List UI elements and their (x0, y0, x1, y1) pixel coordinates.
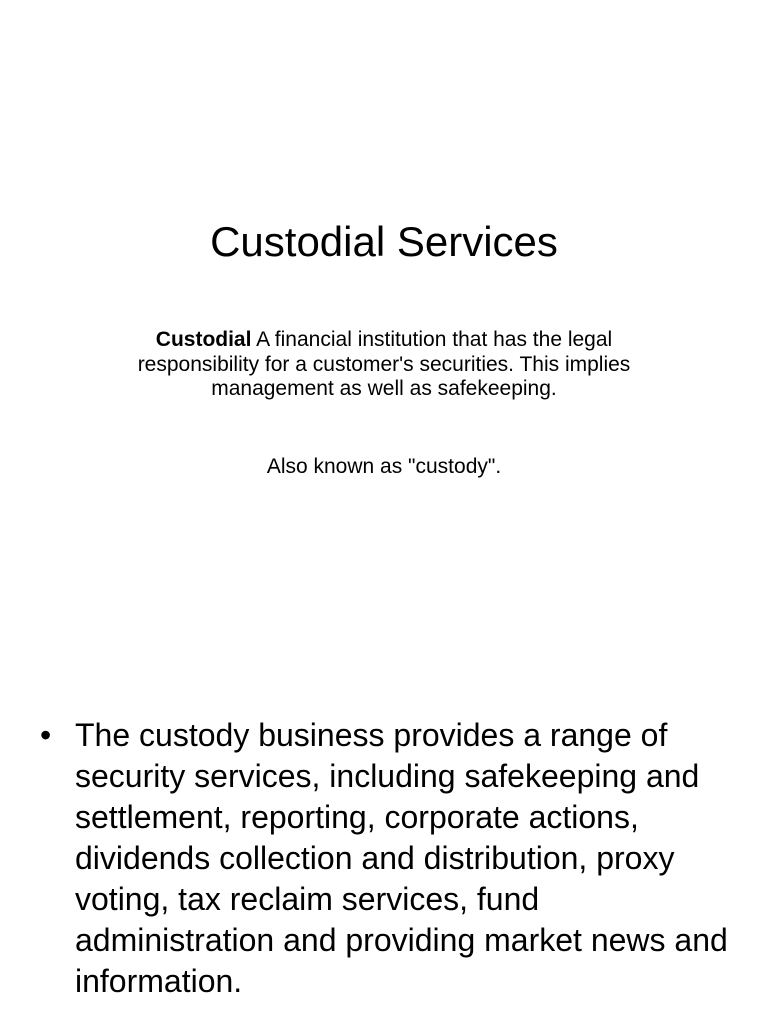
also-known-as: Also known as "custody". (266, 455, 502, 478)
definition-paragraph (104, 328, 664, 402)
definition-text: A financial institution that has the legal responsibility for a customer's securities. This implies management as well as safekeeping. (137, 328, 631, 400)
definition-term: Custodial (155, 328, 252, 351)
bullet-item (40, 715, 740, 1002)
bullet-marker: • (40, 717, 52, 753)
bullet-list (40, 715, 740, 1002)
slide-title: Custodial Services (210, 218, 558, 265)
bullet-text: The custody business provides a range of security services, including safekeeping and settlement, reporting, corporate actions, dividends collection and distribution, proxy voting, tax reclaim services, fund administration and providing market news and information. (75, 717, 728, 999)
